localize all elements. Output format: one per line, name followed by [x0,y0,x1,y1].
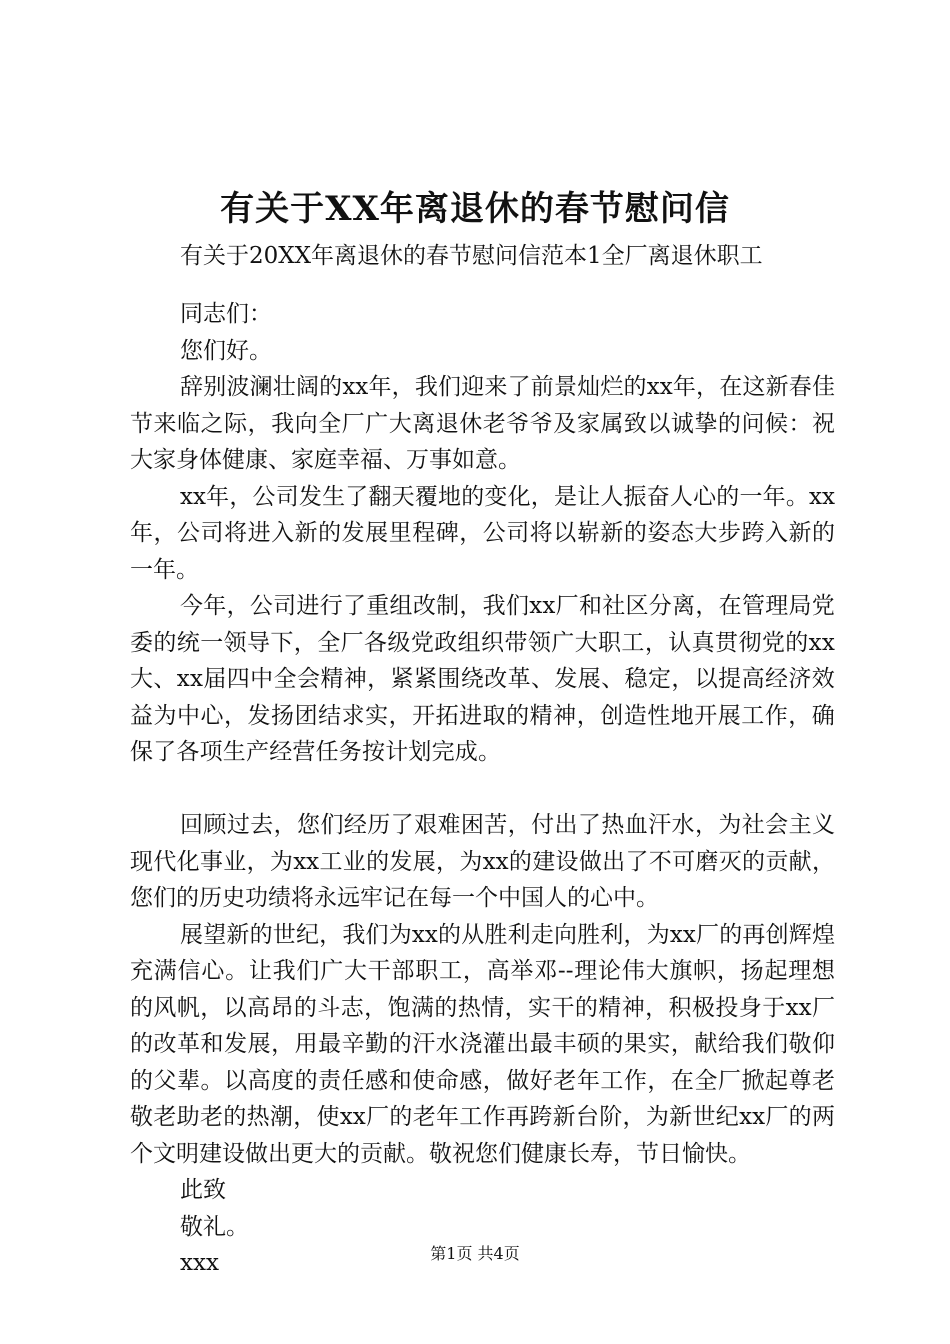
closing: 此致 [180,1177,226,1203]
paragraph-3: 今年，公司进行了重组改制，我们xx厂和社区分离，在管理局党委的统一领导下，全厂各级党政组织带领广大职工，认真贯彻党的xx大、xx届四中全会精神，紧紧围绕改革、发展、稳定，以提高经济效益为中心，发扬团结求实，开拓进取的精神，创造性地开展工作，确保了各项生产经营任务按计划完成。 [130,593,835,765]
page-footer: 第1页 共4页 [430,1244,520,1263]
paragraph-1: 辞别波澜壮阔的xx年，我们迎来了前景灿烂的xx年，在这新春佳节来临之际，我向全厂广大离退休老爷爷及家属致以诚挚的问候：祝大家身体健康、家庭幸福、万事如意。 [130,374,835,473]
signature: xxx [180,1250,219,1276]
document-subtitle: 有关于20XX年离退休的春节慰问信范本1全厂离退休职工 [180,243,763,269]
paragraph-2: xx年，公司发生了翻天覆地的变化，是让人振奋人心的一年。xx年，公司将进入新的发展里程碑，公司将以崭新的姿态大步跨入新的一年。 [130,483,835,583]
letter-body [130,296,835,1282]
paragraph-5: 展望新的世纪，我们为xx的从胜利走向胜利，为xx厂的再创辉煌充满信心。让我们广大干部职工，高举邓--理论伟大旗帜，扬起理想的风帆，以高昂的斗志，饱满的热情，实干的精神，积极投身于xx厂的改革和发展，用最辛勤的汗水浇灌出最丰硕的果实，献给我们敬仰的父辈。以高度的责任感和使命感，做好老年工作，在全厂掀起尊老敬老助老的热潮，使xx厂的老年工作再跨新台阶，为新世纪xx厂的两个文明建设做出更大的贡献。敬祝您们健康长寿，节日愉快。 [130,921,835,1167]
salutation: 同志们： [180,301,272,327]
greeting: 您们好。 [180,337,272,364]
document-title: 有关于XX年离退休的春节慰问信 [220,189,730,229]
paragraph-4: 回顾过去，您们经历了艰难困苦，付出了热血汗水，为社会主义现代化事业，为xx工业的发展，为xx的建设做出了不可磨灭的贡献，您们的历史功绩将永远牢记在每一个中国人的心中。 [130,812,835,911]
regards: 敬礼。 [180,1213,249,1240]
paragraph-spacer [130,771,835,808]
